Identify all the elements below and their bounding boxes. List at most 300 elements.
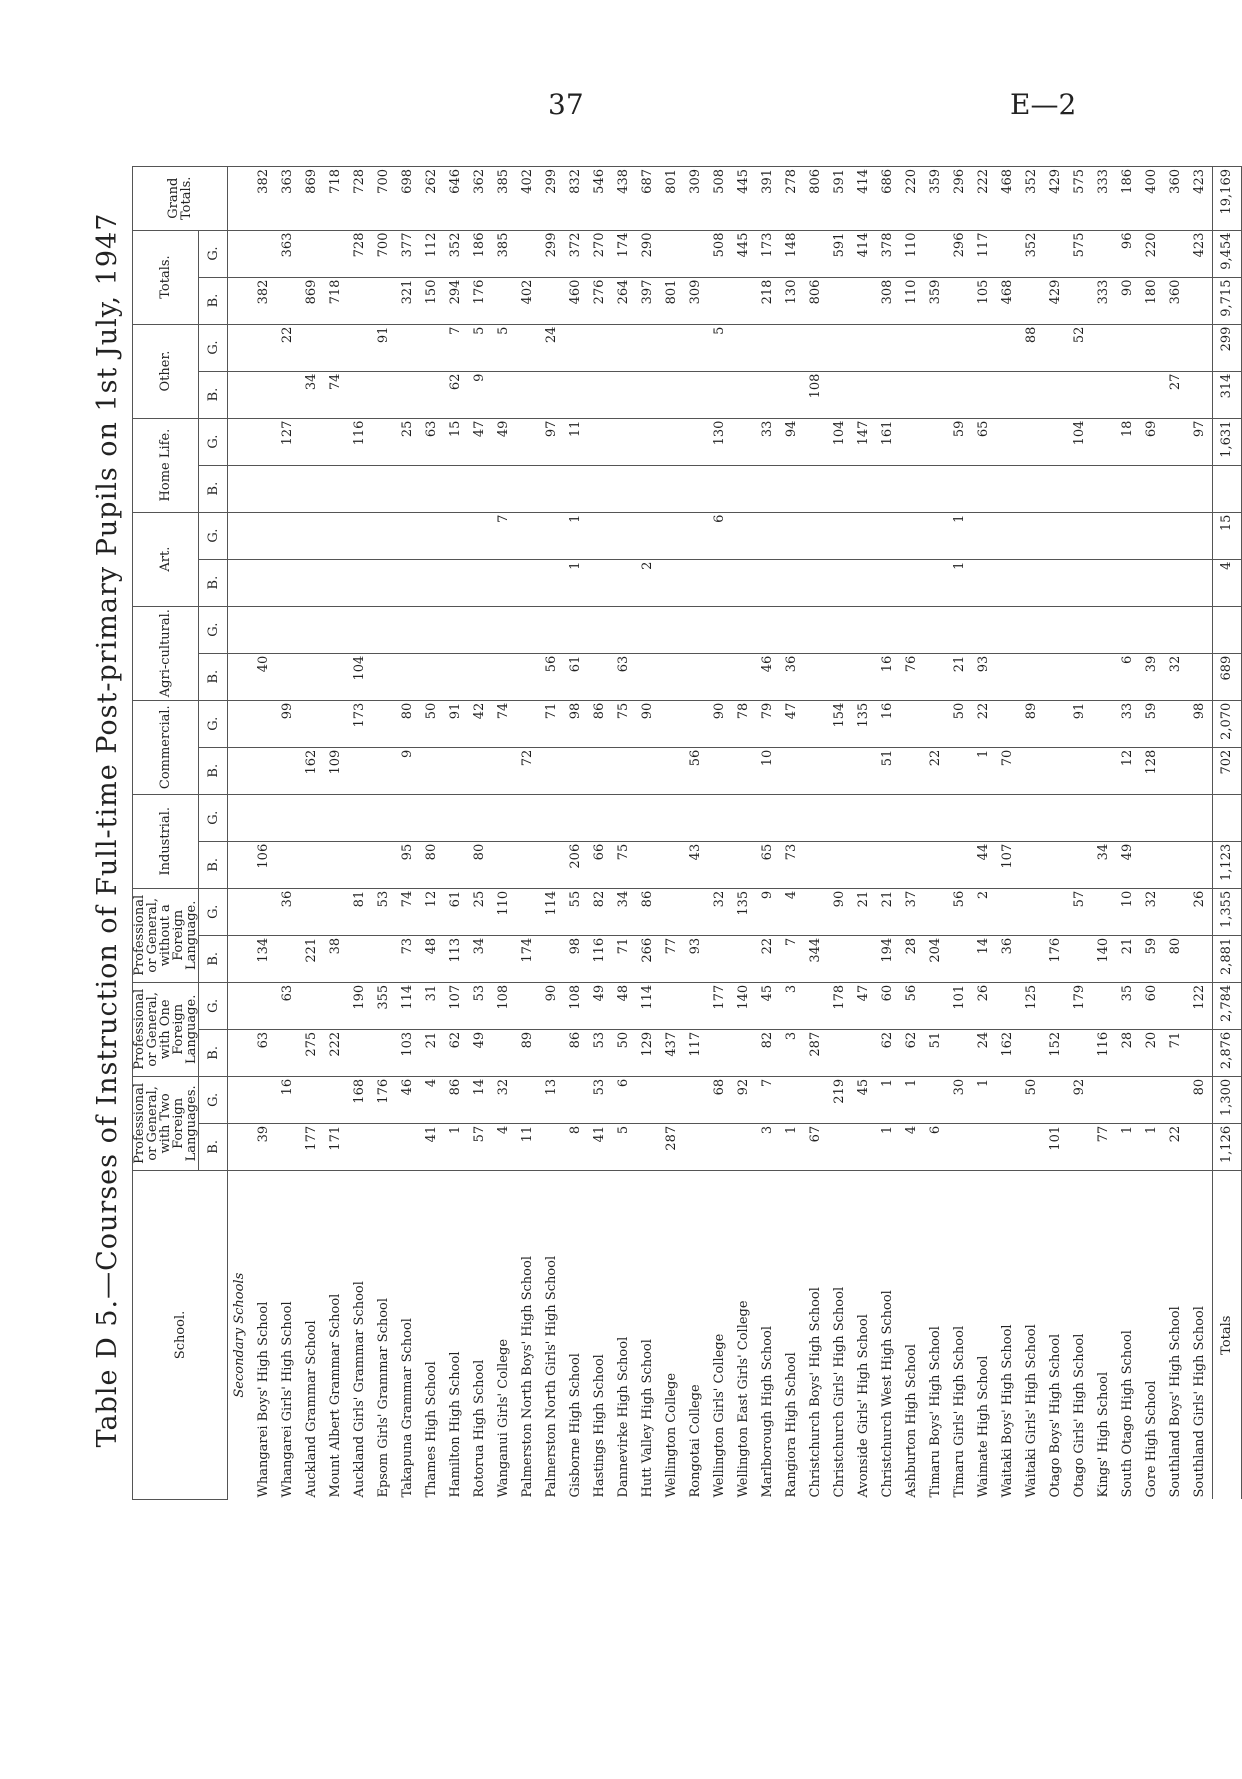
table-cell: 39 [252,1123,276,1170]
total-cell [1213,465,1242,512]
table-cell: 53 [372,888,396,935]
table-cell [876,465,900,512]
table-cell [1116,324,1140,371]
table-cell: 173 [348,700,372,747]
table-cell [1140,606,1164,653]
table-cell: 99 [276,700,300,747]
table-cell: 40 [252,653,276,700]
table-cell [540,841,564,888]
table-cell [468,794,492,841]
table-cell: 135 [852,700,876,747]
page-number: 37 [548,88,584,121]
table-cell [276,512,300,559]
table-cell [1020,935,1044,982]
boys-subheader: B. [199,1029,228,1076]
table-cell [1068,1029,1092,1076]
table-cell [996,700,1020,747]
table-cell [996,324,1020,371]
table-cell [996,230,1020,277]
table-cell: 51 [924,1029,948,1076]
table-row [1020,167,1044,1500]
table-cell: 107 [444,982,468,1029]
table-row [1044,167,1068,1500]
table-cell [1020,1029,1044,1076]
table-cell [660,606,684,653]
table-cell: 104 [348,653,372,700]
table-row [1068,167,1092,1500]
table-cell: 12 [1116,747,1140,794]
table-cell: 14 [972,935,996,982]
table-cell: 90 [540,982,564,1029]
table-cell [1116,371,1140,418]
table-row [1188,167,1213,1500]
table-cell: 176 [372,1076,396,1123]
table-cell [492,277,516,324]
school-header: School. [133,1170,228,1499]
table-cell [804,1076,828,1123]
table-cell: 73 [780,841,804,888]
table-cell [924,1076,948,1123]
table-cell [1164,747,1188,794]
school-name: Whangarei Girls' High School [276,1170,300,1499]
table-cell: 3 [756,1123,780,1170]
table-cell [612,371,636,418]
table-cell [684,888,708,935]
table-cell: 806 [804,167,828,231]
table-cell [276,1123,300,1170]
column-group-header: Professional or General, without a Foreign Language. [133,888,199,982]
total-cell: 2,881 [1213,935,1242,982]
table-cell: 1 [876,1076,900,1123]
table-cell: 47 [468,418,492,465]
table-cell [540,512,564,559]
table-cell [252,700,276,747]
table-cell [468,512,492,559]
table-cell [588,512,612,559]
table-cell [612,606,636,653]
table-cell [564,1076,588,1123]
table-cell [516,794,540,841]
table-cell: 47 [780,700,804,747]
table-cell: 91 [444,700,468,747]
total-cell: 1,123 [1213,841,1242,888]
table-cell [636,747,660,794]
table-cell [732,418,756,465]
table-cell [660,512,684,559]
table-cell [780,747,804,794]
table-row [540,167,564,1500]
school-name: Waitaki Girls' High School [1020,1170,1044,1499]
column-group-header: Totals. [133,230,199,324]
table-cell: 177 [300,1123,324,1170]
table-cell [1044,794,1068,841]
table-cell [420,653,444,700]
table-cell [1020,512,1044,559]
table-cell: 86 [564,1029,588,1076]
table-row [1092,167,1116,1500]
table-cell: 48 [612,982,636,1029]
table-cell [612,418,636,465]
table-cell [252,559,276,606]
table-cell [1092,982,1116,1029]
table-cell [924,982,948,1029]
table-cell [420,324,444,371]
school-name: Christchurch Girls' High School [828,1170,852,1499]
table-cell: 107 [996,841,1020,888]
table-cell [1116,606,1140,653]
table-cell: 32 [492,1076,516,1123]
table-cell: 385 [492,167,516,231]
table-cell [1188,324,1213,371]
table-cell [1164,230,1188,277]
table-cell: 110 [492,888,516,935]
table-row [420,167,444,1500]
table-title: Table D 5.—Courses of Instruction of Full-time Post-primary Pupils on 1st July, 1947 [92,212,123,1448]
table-cell: 179 [1068,982,1092,1029]
total-cell: 2,784 [1213,982,1242,1029]
table-cell [780,512,804,559]
school-name: Hutt Valley High School [636,1170,660,1499]
school-name: Mount Albert Grammar School [324,1170,348,1499]
table-cell [516,230,540,277]
table-cell [1188,747,1213,794]
table-cell [1188,935,1213,982]
table-cell [564,794,588,841]
table-cell [828,371,852,418]
table-cell: 25 [396,418,420,465]
table-cell: 15 [444,418,468,465]
table-cell: 41 [420,1123,444,1170]
table-cell [444,465,468,512]
table-cell [588,653,612,700]
table-cell [396,606,420,653]
table-cell: 104 [1068,418,1092,465]
table-cell [348,606,372,653]
table-cell [588,747,612,794]
table-cell: 22 [924,747,948,794]
table-cell: 270 [588,230,612,277]
table-cell [276,653,300,700]
table-cell [804,888,828,935]
table-cell: 32 [1140,888,1164,935]
table-cell [372,465,396,512]
boys-subheader: B. [199,465,228,512]
table-cell [756,559,780,606]
table-cell [852,324,876,371]
table-cell [948,794,972,841]
table-cell: 63 [252,1029,276,1076]
table-cell: 27 [1164,371,1188,418]
table-cell [540,747,564,794]
table-cell: 9 [396,747,420,794]
table-cell [444,512,468,559]
table-cell [324,653,348,700]
table-cell: 221 [300,935,324,982]
column-group-header: Industrial. [133,794,199,888]
table-cell [1044,512,1068,559]
table-cell [1092,700,1116,747]
table-cell: 397 [636,277,660,324]
table-cell: 728 [348,167,372,231]
table-cell [612,794,636,841]
table-cell [468,559,492,606]
table-cell: 321 [396,277,420,324]
table-cell [804,794,828,841]
table-row [1116,167,1140,1500]
table-cell: 42 [468,700,492,747]
table-cell [1164,700,1188,747]
table-cell: 262 [420,167,444,231]
table-row [708,167,732,1500]
boys-subheader: B. [199,1123,228,1170]
table-cell [708,277,732,324]
table-cell [996,465,1020,512]
table-cell [612,324,636,371]
table-cell [372,512,396,559]
table-cell: 92 [1068,1076,1092,1123]
table-cell: 20 [1140,1029,1164,1076]
table-cell [900,700,924,747]
table-cell [660,559,684,606]
table-cell: 1 [972,1076,996,1123]
table-cell: 6 [612,1076,636,1123]
table-cell [684,1123,708,1170]
table-cell [300,794,324,841]
table-cell [876,371,900,418]
table-cell [540,935,564,982]
table-cell [276,935,300,982]
table-cell [516,324,540,371]
table-cell [396,324,420,371]
table-cell [660,841,684,888]
table-cell [324,888,348,935]
table-cell [1092,888,1116,935]
table-cell: 7 [444,324,468,371]
table-cell [300,418,324,465]
table-cell: 68 [708,1076,732,1123]
table-cell: 30 [948,1076,972,1123]
table-row [924,167,948,1500]
school-name: Wanganui Girls' College [492,1170,516,1499]
table-cell [972,512,996,559]
table-cell [540,371,564,418]
table-cell: 90 [828,888,852,935]
table-cell [588,371,612,418]
table-cell: 116 [1092,1029,1116,1076]
table-cell [900,747,924,794]
school-name: Christchurch West High School [876,1170,900,1499]
school-name: Avonside Girls' High School [852,1170,876,1499]
table-cell [756,371,780,418]
totals-label: Totals [1213,1170,1242,1499]
table-cell [948,747,972,794]
table-row [1140,167,1164,1500]
table-cell: 36 [276,888,300,935]
table-cell [948,371,972,418]
table-cell [1020,747,1044,794]
table-cell [1140,1076,1164,1123]
table-cell: 31 [420,982,444,1029]
table-cell [996,982,1020,1029]
table-cell [324,324,348,371]
table-cell: 177 [708,982,732,1029]
school-name: Palmerston North Girls' High School [540,1170,564,1499]
table-cell: 34 [468,935,492,982]
school-name: Takapuna Grammar School [396,1170,420,1499]
table-cell [1164,841,1188,888]
table-cell: 186 [1116,167,1140,231]
girls-subheader: G. [199,794,228,841]
table-cell: 98 [564,935,588,982]
table-cell: 7 [492,512,516,559]
table-cell [252,747,276,794]
table-cell: 57 [468,1123,492,1170]
table-cell [1092,606,1116,653]
table-cell: 363 [276,230,300,277]
table-cell: 129 [636,1029,660,1076]
table-cell [684,606,708,653]
table-cell: 82 [588,888,612,935]
table-cell: 88 [1020,324,1044,371]
table-cell [708,935,732,982]
table-cell [996,559,1020,606]
table-cell [924,465,948,512]
table-cell [588,606,612,653]
table-cell [276,559,300,606]
table-cell [1020,559,1044,606]
table-cell [588,418,612,465]
totals-row [1213,167,1242,1500]
table-cell: 91 [1068,700,1092,747]
table-cell [684,982,708,1029]
table-cell [444,794,468,841]
table-cell [732,1123,756,1170]
table-cell [852,371,876,418]
table-cell [324,1076,348,1123]
table-cell [900,371,924,418]
table-cell [732,371,756,418]
table-cell: 287 [804,1029,828,1076]
table-cell: 194 [876,935,900,982]
table-cell [828,324,852,371]
table-cell [444,747,468,794]
table-cell [780,1076,804,1123]
table-row [276,167,300,1500]
school-name: Wellington East Girls' College [732,1170,756,1499]
table-cell [1020,888,1044,935]
table-row [564,167,588,1500]
table-row [372,167,396,1500]
table-cell [996,371,1020,418]
table-cell [612,559,636,606]
table-cell [996,1123,1020,1170]
table-row [852,167,876,1500]
school-name: Gisborne High School [564,1170,588,1499]
table-cell: 2 [972,888,996,935]
total-cell [1213,794,1242,841]
table-cell [396,512,420,559]
table-cell: 687 [636,167,660,231]
table-cell [660,653,684,700]
table-cell [876,559,900,606]
table-row [612,167,636,1500]
total-cell: 19,169 [1213,167,1242,231]
table-cell [684,653,708,700]
table-cell [804,324,828,371]
table-cell: 49 [468,1029,492,1076]
table-cell: 140 [1092,935,1116,982]
table-cell [252,888,276,935]
table-cell: 78 [732,700,756,747]
table-cell [1044,418,1068,465]
table-cell: 63 [276,982,300,1029]
table-cell: 7 [780,935,804,982]
table-cell [1140,324,1164,371]
table-cell [396,559,420,606]
table-cell [684,559,708,606]
girls-subheader: G. [199,324,228,371]
table-cell [1044,606,1068,653]
table-cell [852,653,876,700]
table-cell [1068,606,1092,653]
boys-subheader: B. [199,653,228,700]
table-cell [900,418,924,465]
table-cell [516,653,540,700]
table-cell [324,465,348,512]
table-cell [1092,794,1116,841]
table-cell: 56 [684,747,708,794]
table-cell: 130 [708,418,732,465]
table-cell [876,794,900,841]
table-cell: 2 [636,559,660,606]
table-cell: 178 [828,982,852,1029]
table-cell: 154 [828,700,852,747]
table-cell [252,230,276,277]
table-cell: 93 [972,653,996,700]
column-group-header: Art. [133,512,199,606]
table-cell: 24 [972,1029,996,1076]
table-cell: 173 [756,230,780,277]
table-cell [612,465,636,512]
table-cell [996,888,1020,935]
table-cell [1164,418,1188,465]
table-cell: 728 [348,230,372,277]
table-row [876,167,900,1500]
table-row [996,167,1020,1500]
table-cell: 74 [324,371,348,418]
table-cell [972,324,996,371]
table-cell: 108 [564,982,588,1029]
table-cell: 22 [756,935,780,982]
table-cell: 382 [252,277,276,324]
table-cell: 75 [612,841,636,888]
table-cell: 429 [1044,277,1068,324]
table-row [492,167,516,1500]
table-row [684,167,708,1500]
table-cell: 264 [612,277,636,324]
school-name: Palmerston North Boys' High School [516,1170,540,1499]
table-cell: 508 [708,167,732,231]
table-cell: 423 [1188,230,1213,277]
table-cell: 80 [1164,935,1188,982]
school-name: Hamilton High School [444,1170,468,1499]
table-cell: 114 [540,888,564,935]
table-cell [660,794,684,841]
school-name: Wellington College [660,1170,684,1499]
table-cell: 299 [540,167,564,231]
table-cell: 33 [756,418,780,465]
table-cell [1044,841,1068,888]
